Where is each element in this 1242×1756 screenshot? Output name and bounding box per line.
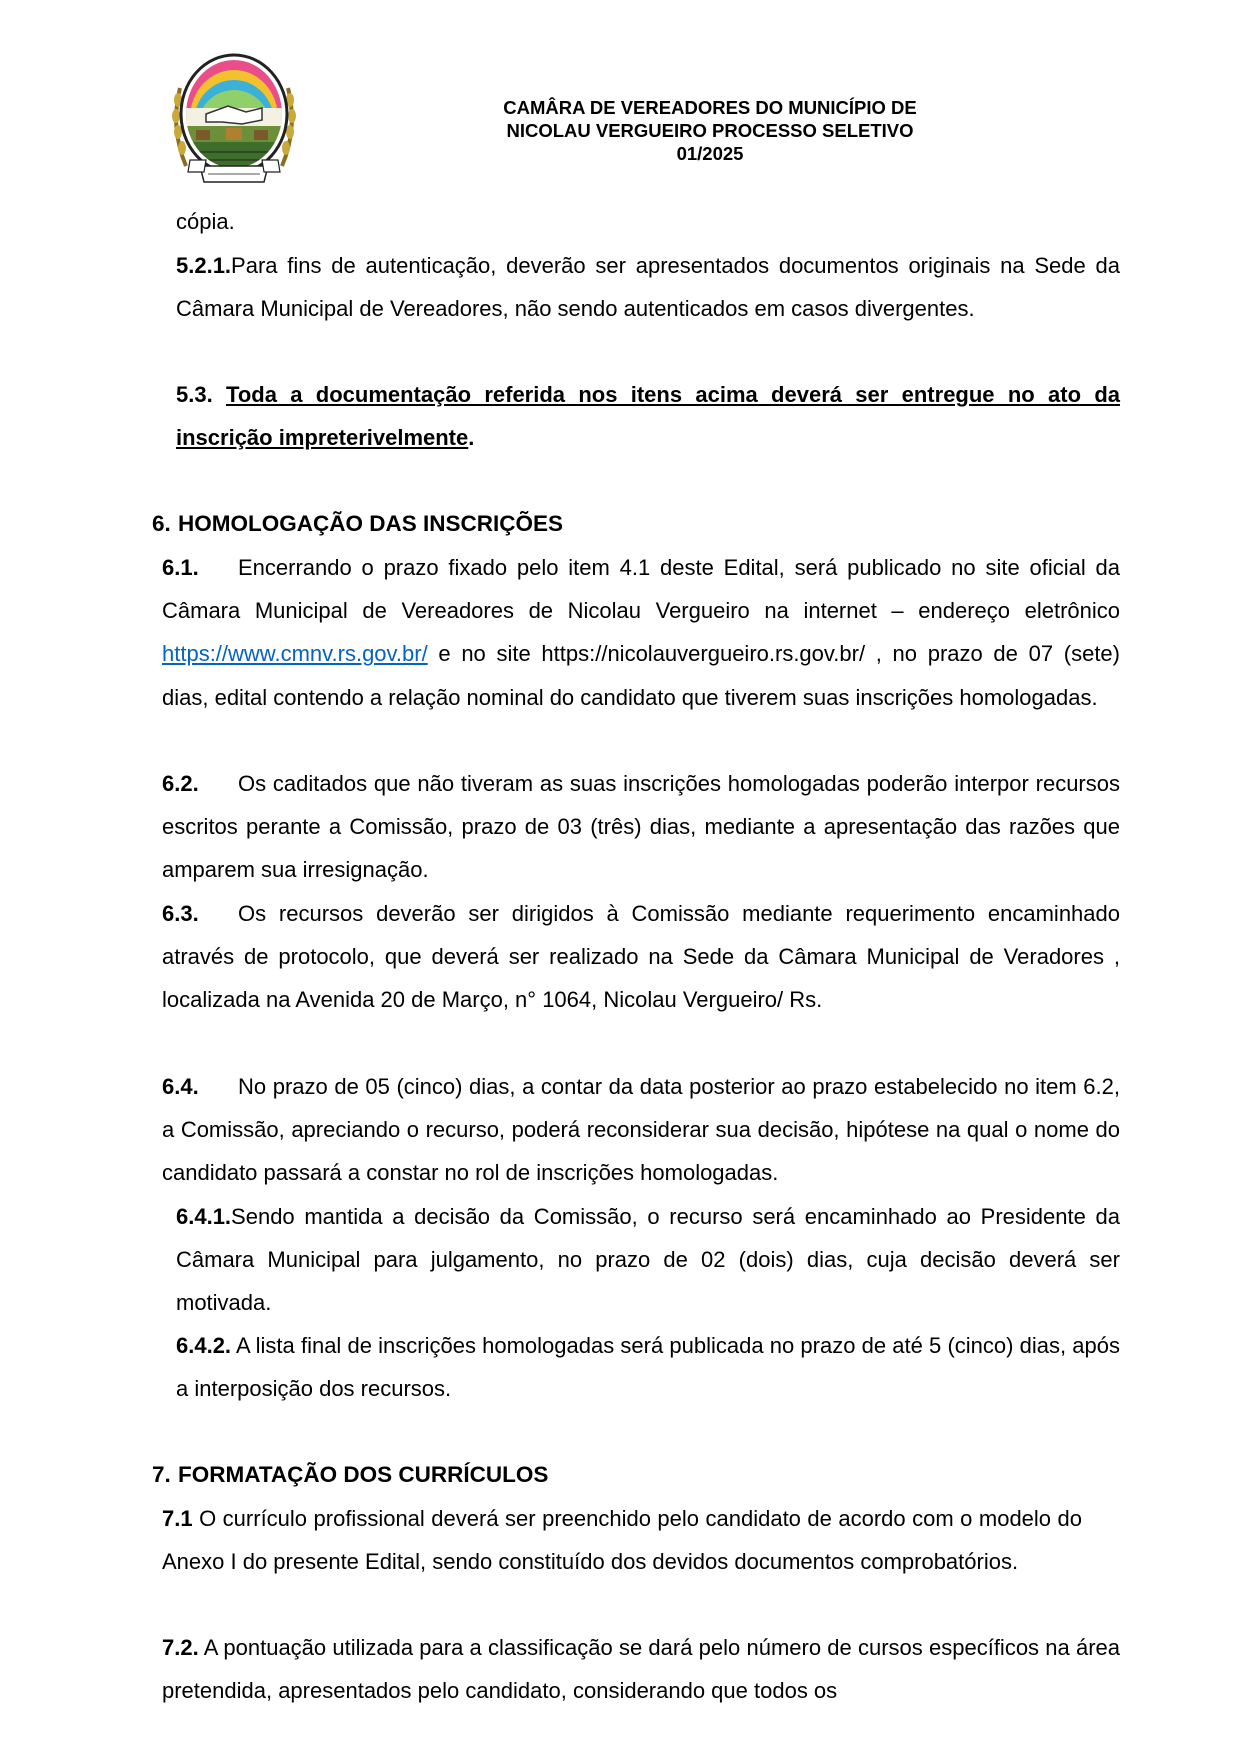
clause-7-1 [162, 1497, 1082, 1583]
clause-6-1 [162, 546, 1120, 719]
clause-text: A pontuação utilizada para a classificação se dará pelo número de cursos específicos na área pretendida, apresentados pelo candidato, considerando que todos os [162, 1635, 1120, 1704]
section-7-heading [152, 1453, 548, 1496]
document-header [440, 96, 980, 165]
clause-number: 7.2. [162, 1635, 199, 1660]
clause-6-4-2 [176, 1324, 1120, 1410]
clause-5-2-1 [176, 244, 1120, 330]
clause-text: No prazo de 05 (cinco) dias, a contar da data posterior ao prazo estabelecido no item 6.2, a Comissão, apreciando o recurso, poderá reconsiderar sua decisão, hipótese na qual o nome do candidato passará a constar no rol de inscrições homologadas. [162, 1074, 1120, 1186]
paragraph-text: cópia. [176, 209, 235, 234]
clause-number: 6.1. [162, 555, 199, 580]
clause-number: 5.3. [176, 382, 213, 407]
clause-6-3 [162, 892, 1120, 1022]
clause-text: Encerrando o prazo fixado pelo item 4.1 deste Edital, será publicado no site oficial da Câmara Municipal de Vereadores de Nicolau Vergueiro na internet – endereço eletrônico [162, 555, 1120, 624]
clause-number: 6.4. [162, 1074, 199, 1099]
clause-text: A lista final de inscrições homologadas será publicada no prazo de até 5 (cinco) dias, após a interposição dos recursos. [176, 1333, 1120, 1402]
clause-number: 5.2.1. [176, 253, 232, 278]
clause-text-underlined-2: inscrição impreterivelmente [176, 425, 469, 451]
clause-6-2 [162, 762, 1120, 892]
clause-text-end: . [468, 425, 475, 451]
clause-text: Os recursos deverão ser dirigidos à Comissão mediante requerimento encaminhado através de protocolo, que deverá ser realizado na Sede da Câmara Municipal de Veradores , localizada na Avenida 20 de Março, n° 1064, Nicolau Vergueiro/ Rs. [162, 901, 1120, 1013]
section-title: HOMOLOGAÇÃO DAS INSCRIÇÕES [178, 511, 564, 536]
clause-number: 6.4.2. [176, 1333, 232, 1358]
clause-6-4 [162, 1065, 1120, 1195]
clause-text-underlined: Toda a documentação referida nos itens acima deverá ser entregue no ato da [226, 382, 1120, 407]
paragraph-copia [176, 200, 1120, 243]
clause-7-2 [162, 1626, 1120, 1712]
clause-number: 6.3. [162, 901, 199, 926]
clause-5-3 [176, 373, 1120, 459]
clause-text-cont: e no site https://nicolauvergueiro.rs.gov.br/ , no prazo de 07 (sete) dias, edital contendo a relação nominal do candidato que tiverem suas inscrições homologadas. [162, 641, 1120, 710]
header-line-2: NICOLAU VERGUEIRO PROCESSO SELETIVO [506, 120, 914, 141]
municipal-coat-of-arms-logo [166, 48, 302, 198]
clause-text: Para fins de autenticação, deverão ser apresentados documentos originais na Sede da Câmara Municipal de Vereadores, não sendo autenticados em casos divergentes. [176, 253, 1120, 322]
header-line-1: CAMÂRA DE VEREADORES DO MUNICÍPIO DE [503, 97, 917, 118]
clause-text: O currículo profissional deverá ser preenchido pelo candidato de acordo com o modelo do Anexo I do presente Edital, sendo constituído dos devidos documentos comprobatórios. [162, 1506, 1082, 1575]
section-number: 6. [152, 511, 171, 536]
clause-number: 6.2. [162, 771, 199, 796]
section-title: FORMATAÇÃO DOS CURRÍCULOS [178, 1462, 549, 1487]
clause-text: Sendo mantida a decisão da Comissão, o recurso será encaminhado ao Presidente da Câmara Municipal para julgamento, no prazo de 02 (dois) dias, cuja decisão deverá ser motivada. [176, 1204, 1120, 1316]
cmnv-website-link[interactable]: https://www.cmnv.rs.gov.br/ [162, 641, 428, 667]
section-number: 7. [152, 1462, 171, 1487]
clause-number: 7.1 [162, 1506, 193, 1531]
section-6-heading [152, 502, 563, 545]
clause-6-4-1 [176, 1195, 1120, 1325]
clause-text: Os caditados que não tiveram as suas inscrições homologadas poderão interpor recursos escritos perante a Comissão, prazo de 03 (três) dias, mediante a apresentação das razões que amparem sua irresignação. [162, 771, 1120, 883]
header-line-3: 01/2025 [676, 143, 744, 164]
clause-number: 6.4.1. [176, 1204, 232, 1229]
